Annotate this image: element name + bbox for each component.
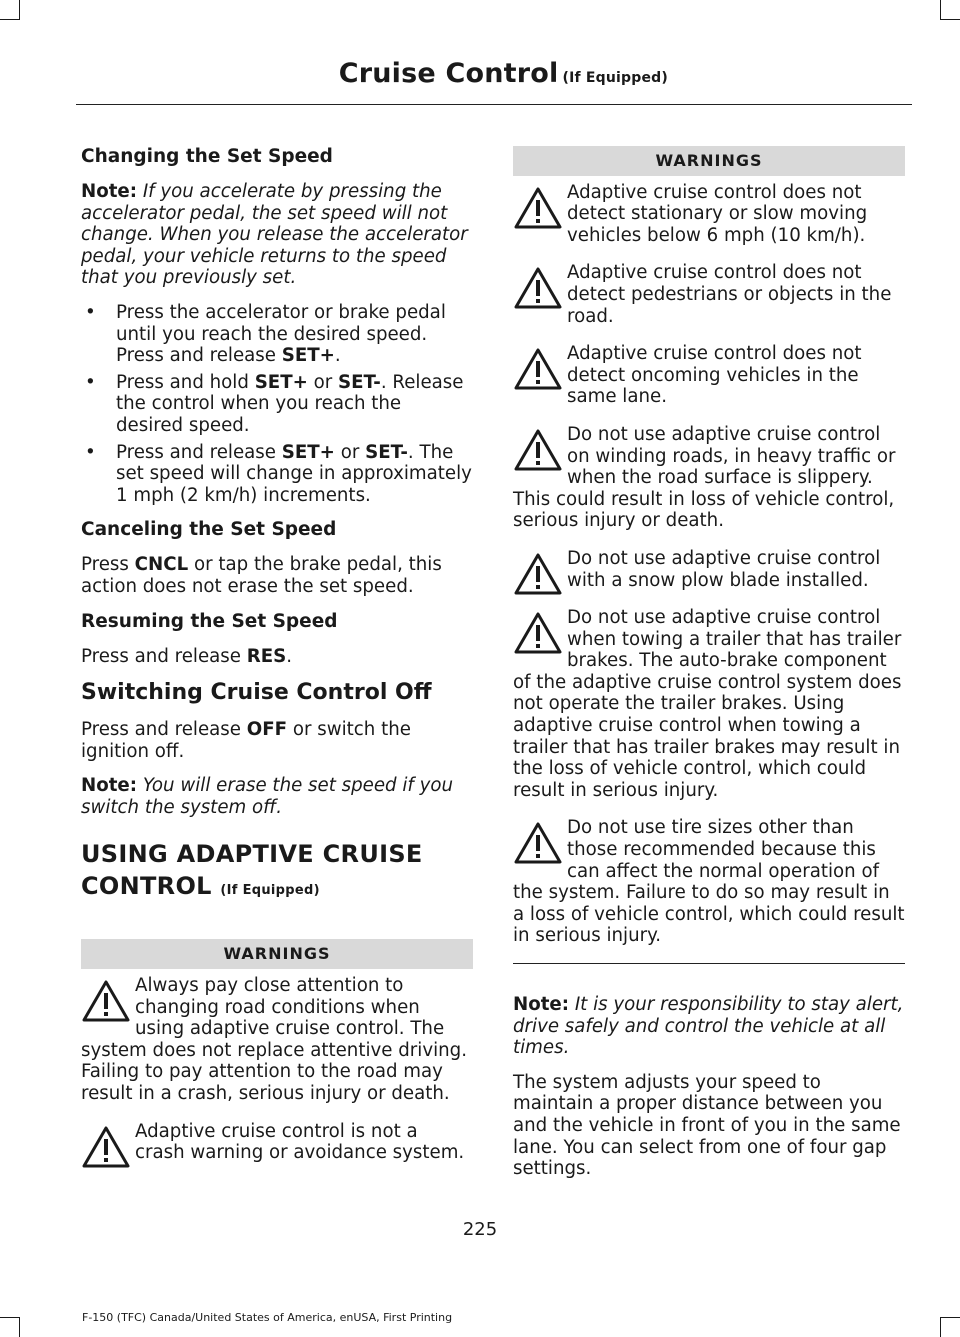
warning-item xyxy=(513,548,905,591)
header-title-text: Cruise Control xyxy=(338,58,559,89)
warning-triangle-icon xyxy=(513,428,567,474)
left-column xyxy=(81,146,473,1180)
bullet-text: . Release the control when you reach the desired speed. xyxy=(116,371,464,436)
bullet-text: or xyxy=(307,371,339,393)
warning-item xyxy=(513,424,905,532)
crop-mark xyxy=(19,1317,20,1337)
page-header-title xyxy=(339,58,668,89)
warning-triangle-icon xyxy=(513,821,567,867)
canceling-paragraph xyxy=(81,554,473,597)
list-item xyxy=(81,302,473,367)
switching-note xyxy=(81,775,473,818)
body-text: or switch the ignition off. xyxy=(81,719,411,762)
bullet-text: Press and release xyxy=(116,441,282,463)
switching-paragraph xyxy=(81,719,473,762)
control-label: OFF xyxy=(246,719,288,741)
warning-text: Adaptive cruise control is not a crash warning or avoidance system. xyxy=(135,1120,465,1164)
system-description: The system adjusts your speed to maintain a proper distance between you and the vehicle in front of you in the same lane. You can select from one of four gap settings. xyxy=(513,1071,901,1180)
control-label: SET+ xyxy=(281,441,335,463)
warning-triangle-icon xyxy=(513,186,567,232)
control-label: CNCL xyxy=(134,554,189,576)
body-text: or tap the brake pedal, this action does not erase the set speed. xyxy=(81,554,442,597)
body-text: Press xyxy=(81,554,135,576)
warning-text: Do not use adaptive cruise control on winding roads, in heavy traffic or when the road surface is slippery. This could result in loss of vehicle control, serious injury or death. xyxy=(513,423,896,532)
body-text: Press and release xyxy=(81,719,247,741)
crop-mark xyxy=(940,19,960,20)
list-item xyxy=(81,442,473,507)
bullet-text: . The set speed will change in approximately 1 mph (2 km/h) increments. xyxy=(116,441,472,506)
body-text: . xyxy=(286,645,293,667)
crop-mark xyxy=(940,1317,960,1318)
warning-item xyxy=(513,262,905,327)
control-label: SET- xyxy=(338,371,381,393)
warning-text: Adaptive cruise control does not detect stationary or slow moving vehicles below 6 mph (10 km/h). xyxy=(567,181,868,246)
warning-text: Do not use adaptive cruise control with a snow plow blade installed. xyxy=(567,547,881,591)
warning-text: Adaptive cruise control does not detect pedestrians or objects in the road. xyxy=(567,262,892,327)
warnings-header: WARNINGS xyxy=(81,939,473,969)
warnings-header: WARNINGS xyxy=(513,146,905,176)
resuming-set-speed-heading: Resuming the Set Speed xyxy=(81,610,338,632)
section-title-suffix: (If Equipped) xyxy=(220,883,320,899)
header-rule xyxy=(76,104,912,105)
note-label: Note: xyxy=(81,775,138,797)
changing-note xyxy=(81,181,473,289)
warnings-list xyxy=(513,182,905,947)
warning-item xyxy=(513,817,905,947)
note-label: Note: xyxy=(513,994,570,1015)
header-title-suffix: (If Equipped) xyxy=(562,70,668,86)
switching-off-heading: Switching Cruise Control Off xyxy=(81,680,432,706)
crop-mark xyxy=(940,0,941,20)
canceling-set-speed-heading: Canceling the Set Speed xyxy=(81,519,337,541)
warning-triangle-icon xyxy=(81,1125,135,1171)
section-title xyxy=(81,838,473,907)
control-label: SET- xyxy=(365,441,408,463)
control-label: SET+ xyxy=(254,371,308,393)
bullet-text: . xyxy=(334,345,341,367)
warning-triangle-icon xyxy=(513,347,567,393)
bullet-text: or xyxy=(334,441,366,463)
bullet-text: Press the accelerator or brake pedal until you reach the desired speed. Press and release xyxy=(116,301,446,367)
warning-text: Do not use adaptive cruise control when towing a trailer that has trailer brakes. The auto-brake component of the adaptive cruise control system does not operate the trailer brakes. Using adaptive cruise control when towing a trailer that has trailer brakes may result in the loss of vehicle control, which could result in serious injury. xyxy=(513,607,902,801)
warning-triangle-icon xyxy=(513,611,567,657)
warning-item xyxy=(513,343,905,408)
control-label: SET+ xyxy=(281,345,335,367)
section-title-line-2: CONTROL xyxy=(81,872,212,901)
note-text: If you accelerate by pressing the accelerator pedal, the set speed will not change. When you release the accelerator pedal, your vehicle returns to the speed that you previously set. xyxy=(81,181,468,289)
control-label: RES xyxy=(246,645,287,667)
crop-mark xyxy=(19,0,20,20)
note-label: Note: xyxy=(81,181,138,202)
crop-mark xyxy=(0,1317,20,1318)
responsibility-note xyxy=(513,994,905,1059)
page-number: 225 xyxy=(462,1219,498,1240)
body-text: Press and release xyxy=(81,645,247,667)
warning-text: Always pay close attention to changing road conditions when using adaptive cruise control. The system does not replace attentive driving. Failing to pay attention to the road may result in a crash, serious injury or death. xyxy=(81,975,467,1105)
warning-item xyxy=(513,607,905,801)
list-item xyxy=(81,372,473,437)
note-text: It is your responsibility to stay alert, drive safely and control the vehicle at all times. xyxy=(513,994,904,1059)
crop-mark xyxy=(0,19,20,20)
right-column xyxy=(513,146,905,1193)
warning-triangle-icon xyxy=(513,552,567,598)
warning-item xyxy=(513,182,905,247)
section-title-line-1: USING ADAPTIVE CRUISE xyxy=(81,840,423,869)
warning-item xyxy=(81,1121,473,1164)
note-text: You will erase the set speed if you switch the system off. xyxy=(81,775,454,818)
warning-text: Do not use tire sizes other than those recommended because this can affect the normal operation of the system. Failure to do so may result in a loss of vehicle control, which could result in serious injury. xyxy=(513,817,905,947)
warnings-list xyxy=(81,975,473,1164)
changing-bullets xyxy=(81,302,473,506)
warning-item xyxy=(81,975,473,1105)
footer-text: F-150 (TFC) Canada/United States of America, enUSA, First Printing xyxy=(82,1311,453,1324)
warning-triangle-icon xyxy=(513,266,567,312)
changing-set-speed-heading: Changing the Set Speed xyxy=(81,146,333,167)
warnings-divider xyxy=(513,963,905,964)
warning-triangle-icon xyxy=(81,979,135,1025)
resuming-paragraph xyxy=(81,646,473,668)
crop-mark xyxy=(940,1317,941,1337)
warning-text: Adaptive cruise control does not detect oncoming vehicles in the same lane. xyxy=(567,343,862,408)
bullet-text: Press and hold xyxy=(116,371,255,393)
